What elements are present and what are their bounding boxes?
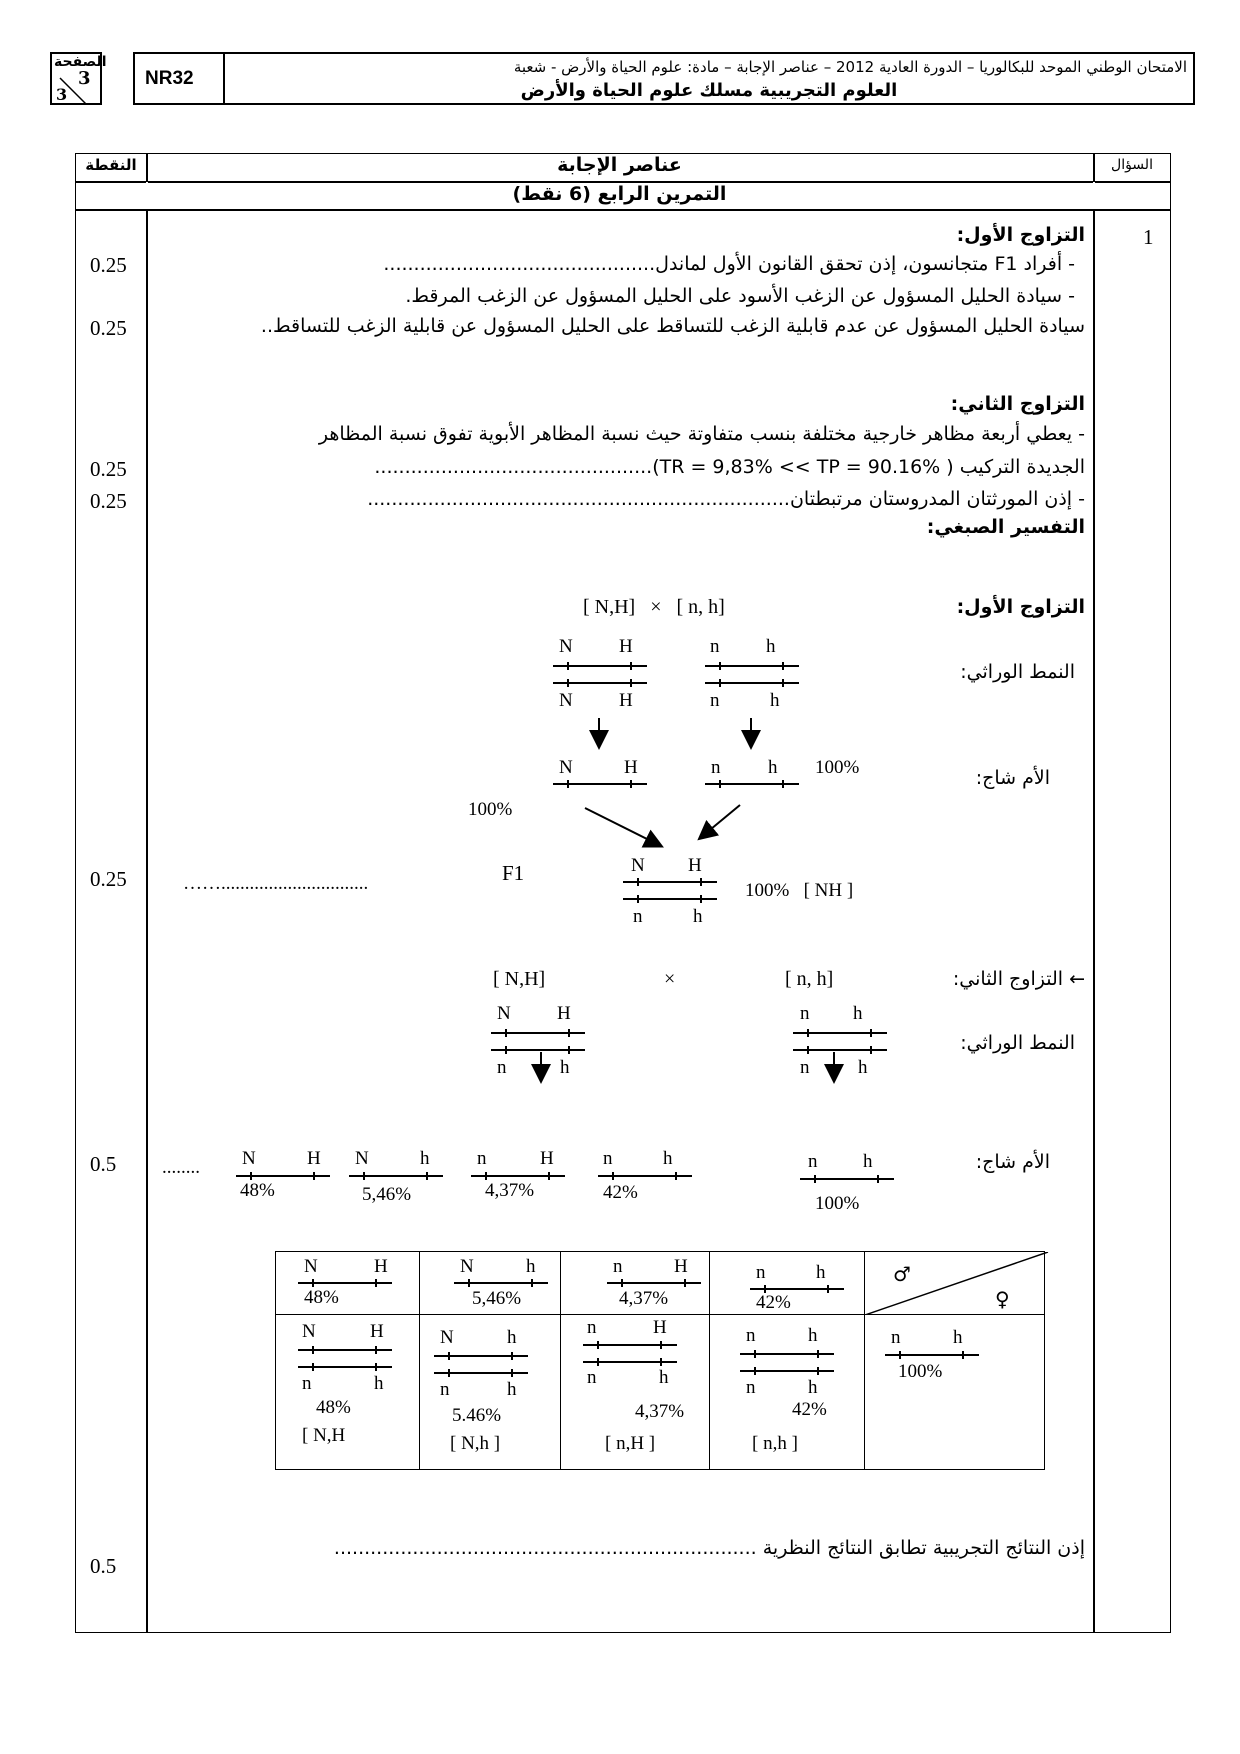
cell-phenotype: [ N,H xyxy=(302,1425,346,1446)
gamete-pct: 4,37% xyxy=(485,1180,535,1201)
gamete-pct: 100% xyxy=(898,1361,943,1382)
chromosome-bar xyxy=(623,878,717,888)
gamete-label-1: الأم شاج: xyxy=(975,767,1050,789)
allele: n xyxy=(746,1377,756,1398)
allele: N xyxy=(355,1148,369,1169)
allele: N xyxy=(631,855,645,876)
chromosome-bar xyxy=(491,1029,585,1039)
punnett-row-gamete xyxy=(865,1315,1045,1470)
allele: n xyxy=(633,906,643,927)
punnett-cell xyxy=(710,1315,865,1470)
allele: h xyxy=(663,1148,673,1169)
gamete-label-2: الأم شاج: xyxy=(975,1151,1050,1173)
allele: n xyxy=(440,1379,450,1400)
allele: n xyxy=(302,1373,312,1394)
allele: h xyxy=(808,1377,818,1398)
question-number: 1 xyxy=(1143,225,1154,249)
chromosome-bar xyxy=(623,895,717,905)
exam-code: NR32 xyxy=(145,68,194,89)
punnett-corner-cell xyxy=(865,1252,1045,1315)
allele: H xyxy=(619,690,633,711)
chromosome-bar xyxy=(298,1363,392,1373)
first-cross-heading: التزاوج الأول: xyxy=(956,224,1085,246)
allele: h xyxy=(853,1003,863,1024)
chromosome-bar xyxy=(740,1367,834,1377)
chromosome-bar xyxy=(740,1350,834,1360)
points-3: 0.25 xyxy=(90,457,127,481)
points-4: 0.25 xyxy=(90,489,127,513)
allele: n xyxy=(800,1057,810,1078)
header-title-line2: العلوم التجريبية مسلك علوم الحياة والأرض xyxy=(520,80,898,101)
first-cross-line3: سيادة الحليل المسؤول عن عدم قابلية الزغب للتساقط على الحليل المسؤول عن قابلية الزغب للتساقط.. xyxy=(260,315,1085,337)
chromosome-bar xyxy=(553,780,647,790)
chromosome-bar xyxy=(885,1351,979,1361)
allele: h xyxy=(526,1256,536,1277)
allele: N xyxy=(242,1148,256,1169)
cross2-label: ← التزاوج الثاني: xyxy=(952,968,1085,990)
chromosome-bar xyxy=(583,1341,677,1351)
f1-result: 100% [ NH ] xyxy=(745,880,854,901)
allele: n xyxy=(756,1262,766,1283)
page-total: 3 xyxy=(56,85,68,104)
cell-pct: 48% xyxy=(316,1397,351,1418)
allele: H xyxy=(370,1321,384,1342)
allele: n xyxy=(800,1003,810,1024)
allele: n xyxy=(587,1317,597,1338)
punnett-cell xyxy=(420,1315,561,1470)
gamete-pct: 100% xyxy=(815,757,860,778)
gamete-pct: 42% xyxy=(756,1292,791,1313)
points-2: 0.25 xyxy=(90,316,127,340)
punnett-cell xyxy=(561,1315,710,1470)
chromosome-bar xyxy=(793,1046,887,1056)
conclusion: إذن النتائج التجريبية تطابق النتائج النظرية ...................................................................... xyxy=(333,1537,1085,1559)
genotype-label-1: النمط الوراثي: xyxy=(960,661,1075,683)
punnett-header-cell xyxy=(276,1252,420,1315)
punnett-header-cell xyxy=(420,1252,561,1315)
chromosome-bar xyxy=(434,1352,528,1362)
allele: h xyxy=(816,1262,826,1283)
first-cross-line2: - سيادة الحليل المسؤول عن الزغب الأسود على الحليل المسؤول عن الزغب المرقط. xyxy=(405,285,1075,307)
allele: N xyxy=(497,1003,511,1024)
allele: h xyxy=(858,1057,868,1078)
cell-phenotype: [ n,h ] xyxy=(752,1433,798,1454)
cross2-right: [ n, h] xyxy=(785,968,834,990)
gamete-pct: 100% xyxy=(468,799,513,820)
allele: H xyxy=(688,855,702,876)
page-number: 3 xyxy=(78,68,91,89)
chromosome-bar xyxy=(434,1369,528,1379)
allele: n xyxy=(711,757,721,778)
allele: h xyxy=(659,1367,669,1388)
gamete-pct: 100% xyxy=(815,1193,860,1214)
allele: n xyxy=(710,690,720,711)
cell-pct: 5.46% xyxy=(452,1405,502,1426)
allele: N xyxy=(302,1321,316,1342)
allele: h xyxy=(507,1327,517,1348)
points-7: 0.5 xyxy=(90,1554,117,1578)
allele: H xyxy=(619,636,633,657)
allele: n xyxy=(497,1057,507,1078)
cross2-left: [ N,H] xyxy=(493,968,546,990)
gametes-dots: ........ xyxy=(162,1157,200,1178)
allele: h xyxy=(768,757,778,778)
cross1-label: التزاوج الأول: xyxy=(956,596,1085,618)
allele: H xyxy=(557,1003,571,1024)
gamete-pct: 48% xyxy=(240,1180,275,1201)
chromosome-bar xyxy=(705,780,799,790)
cell-phenotype: [ n,H ] xyxy=(605,1433,656,1454)
allele: n xyxy=(710,636,720,657)
allele: h xyxy=(953,1327,963,1348)
allele: h xyxy=(507,1379,517,1400)
allele: h xyxy=(863,1151,873,1172)
allele: N xyxy=(559,690,573,711)
allele: N xyxy=(559,636,573,657)
punnett-header-cell xyxy=(710,1252,865,1315)
allele: N xyxy=(304,1256,318,1277)
cell-phenotype: [ N,h ] xyxy=(450,1433,501,1454)
chromosome-bar xyxy=(598,1172,692,1182)
allele: H xyxy=(653,1317,667,1338)
cell-pct: 4,37% xyxy=(635,1401,685,1422)
cross1-phenotypes: [ N,H] × [ n, h] xyxy=(583,596,725,618)
allele: h xyxy=(766,636,776,657)
col-question-header: السؤال xyxy=(1111,157,1153,173)
first-cross-line1: - أفراد F1 متجانسون، إذن تحقق القانون الأول لماندل............................................. xyxy=(383,253,1075,275)
allele: n xyxy=(603,1148,613,1169)
allele: h xyxy=(770,690,780,711)
punnett-header-cell xyxy=(561,1252,710,1315)
chromosome-bar xyxy=(349,1172,443,1182)
allele: H xyxy=(307,1148,321,1169)
allele: n xyxy=(613,1256,623,1277)
allele: N xyxy=(559,757,573,778)
allele: n xyxy=(891,1327,901,1348)
allele: h xyxy=(560,1057,570,1078)
allele: h xyxy=(374,1373,384,1394)
col-points-header: النقطة xyxy=(85,156,137,174)
f1-dots: ……............................... xyxy=(183,873,369,894)
gamete-pct: 5,46% xyxy=(362,1184,412,1205)
allele: H xyxy=(674,1256,688,1277)
cell-pct: 42% xyxy=(792,1399,827,1420)
allele: n xyxy=(808,1151,818,1172)
allele: H xyxy=(624,757,638,778)
female-symbol-icon: ♀ xyxy=(995,1287,1010,1311)
allele: n xyxy=(587,1367,597,1388)
chromosome-bar xyxy=(491,1046,585,1056)
allele: h xyxy=(693,906,703,927)
punnett-cell xyxy=(276,1315,420,1470)
gamete-pct: 48% xyxy=(304,1287,339,1308)
chromosome-bar xyxy=(800,1175,894,1185)
chromosome-bar xyxy=(298,1346,392,1356)
cross2-times: × xyxy=(664,968,676,990)
points-5: 0.25 xyxy=(90,867,127,891)
second-cross-line2: الجديدة التركيب ( TR = 9,83% << TP = 90.16%).............................................. xyxy=(374,456,1085,478)
genotype-label-2: النمط الوراثي: xyxy=(960,1032,1075,1054)
male-symbol-icon: ♂ xyxy=(893,1262,911,1286)
chromosome-bar xyxy=(793,1029,887,1039)
gamete-pct: 5,46% xyxy=(472,1288,522,1309)
second-cross-heading: التزاوج الثاني: xyxy=(950,393,1085,415)
f1-label: F1 xyxy=(502,861,525,885)
header-title-line1: الامتحان الوطني الموحد للبكالوريا – الدورة العادية 2012 – عناصر الإجابة – مادة: علوم الحياة والأرض - شعبة xyxy=(513,58,1187,76)
allele: H xyxy=(540,1148,554,1169)
allele: N xyxy=(440,1327,454,1348)
points-6: 0.5 xyxy=(90,1152,117,1176)
gamete-pct: 42% xyxy=(603,1182,638,1203)
allele: n xyxy=(746,1325,756,1346)
second-cross-line1: - يعطي أربعة مظاهر خارجية مختلفة بنسب متفاوتة حيث نسبة المظاهر الأبوية تفوق نسبة المظاهر xyxy=(318,423,1085,445)
punnett-square xyxy=(275,1251,1045,1470)
allele: n xyxy=(477,1148,487,1169)
chromosomal-heading: التفسير الصبغي: xyxy=(926,516,1085,538)
second-cross-line3: - إذن المورثتان المدروستان مرتبطتان...................................................................... xyxy=(367,488,1085,510)
gamete-pct: 4,37% xyxy=(619,1288,669,1309)
col-elements-header: عناصر الإجابة xyxy=(557,154,682,176)
page-label: الصفحة xyxy=(54,54,107,70)
allele: N xyxy=(460,1256,474,1277)
points-1: 0.25 xyxy=(90,253,127,277)
allele: H xyxy=(374,1256,388,1277)
allele: h xyxy=(808,1325,818,1346)
allele: h xyxy=(420,1148,430,1169)
exercise-title: التمرين الرابع (6 نقط) xyxy=(512,183,727,205)
